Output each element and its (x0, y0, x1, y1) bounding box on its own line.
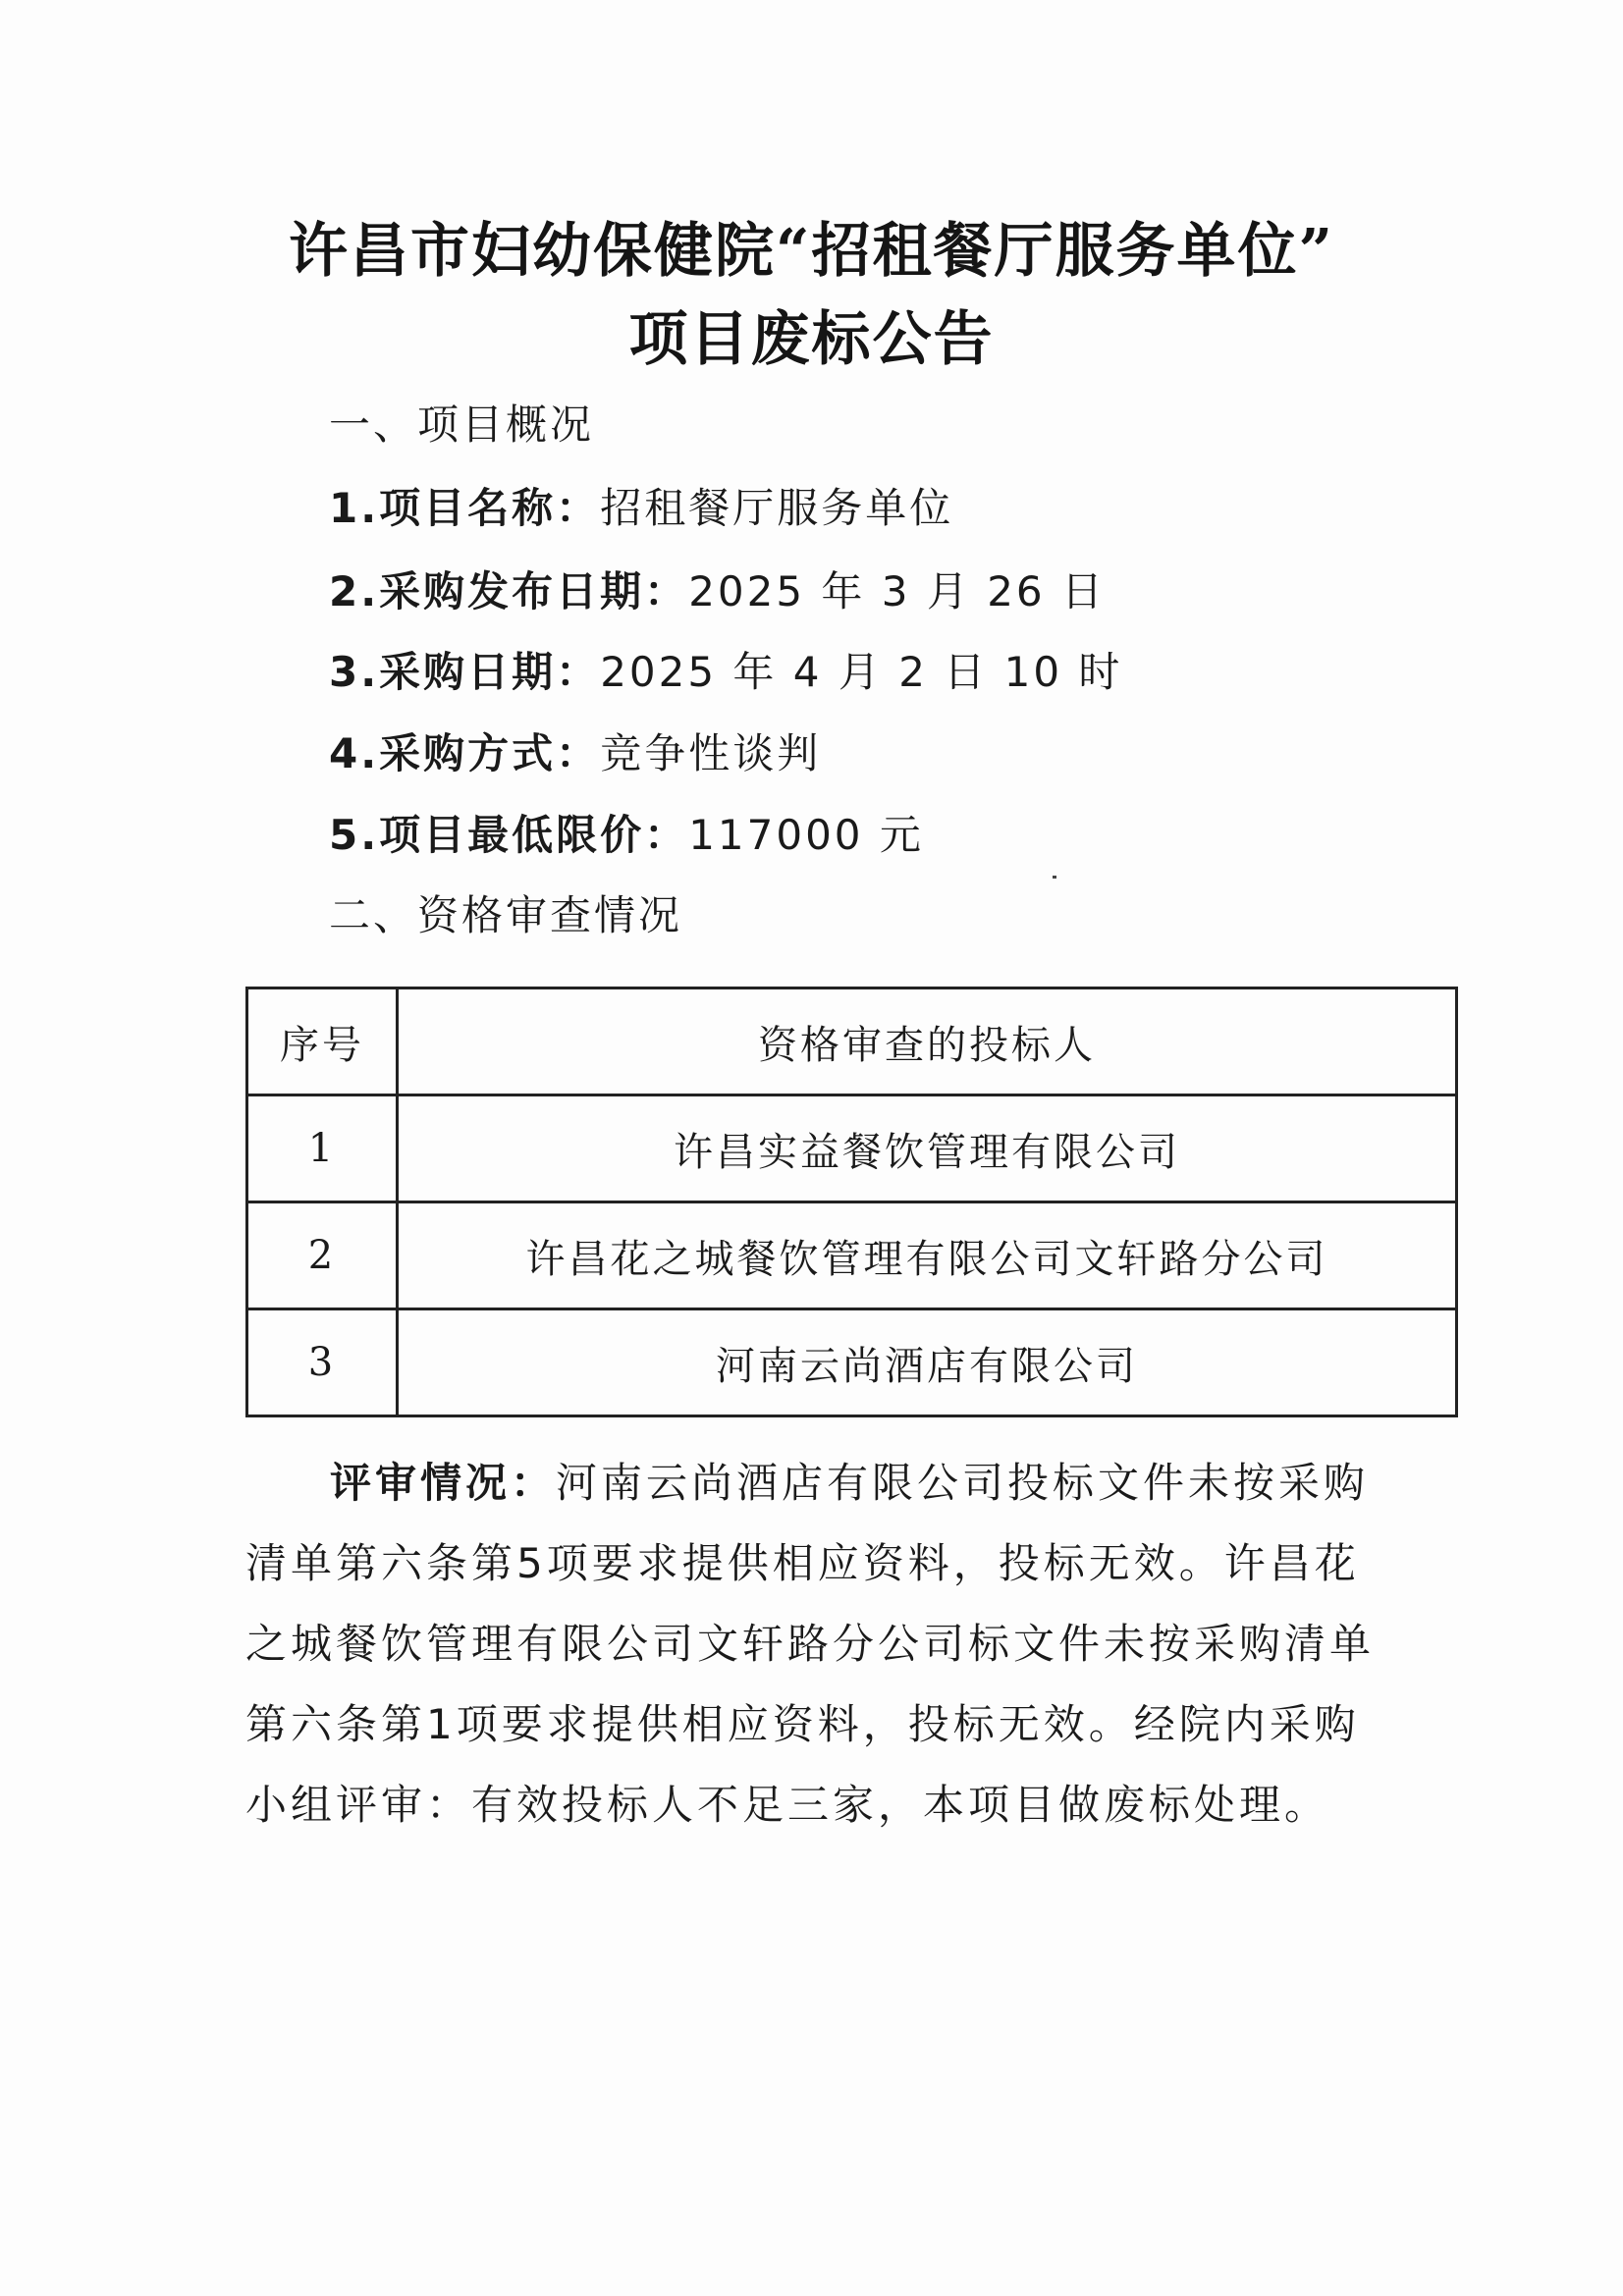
project-name-item (329, 476, 953, 535)
scan-speck (1053, 876, 1056, 879)
procurement-method-label: 4.采购方式： (329, 729, 601, 777)
qualification-table (245, 987, 1458, 1417)
procurement-method-value: 竞争性谈判 (600, 729, 822, 777)
row-bidder-name: 许昌花之城餐饮管理有限公司文轩路分公司 (398, 1202, 1457, 1309)
row-serial-number: 1 (247, 1095, 398, 1202)
publish-date-value: 2025 年 3 月 26 日 (688, 567, 1106, 615)
procurement-date-item (329, 640, 1122, 699)
table-row (247, 1095, 1457, 1202)
publish-date-item (329, 560, 1106, 618)
review-label: 评审情况： (330, 1459, 557, 1507)
procurement-date-value: 2025 年 4 月 2 日 10 时 (600, 648, 1123, 696)
minimum-price-value: 117000 元 (688, 811, 924, 859)
table-row (247, 1309, 1457, 1416)
publish-date-label: 2.采购发布日期： (329, 567, 689, 615)
procurement-date-label: 3.采购日期： (329, 648, 601, 696)
document-title-line-2: 项目废标公告 (628, 305, 995, 374)
project-name-label: 1.项目名称： (329, 484, 601, 532)
header-bidder: 资格审查的投标人 (398, 988, 1457, 1095)
row-bidder-name: 河南云尚酒店有限公司 (398, 1309, 1457, 1416)
document-title-line-1: 许昌市妇幼保健院“招租餐厅服务单位” (288, 217, 1335, 286)
section-heading-qualification-review: 二、资格审查情况 (329, 891, 683, 939)
review-paragraph (245, 1443, 1384, 1845)
table-header-row (247, 988, 1457, 1095)
minimum-price-label: 5.项目最低限价： (329, 811, 689, 859)
table-row (247, 1202, 1457, 1309)
row-serial-number: 3 (247, 1309, 398, 1416)
row-bidder-name: 许昌实益餐饮管理有限公司 (398, 1095, 1457, 1202)
procurement-method-item (329, 721, 821, 780)
header-serial-number: 序号 (247, 988, 398, 1095)
project-name-value: 招租餐厅服务单位 (600, 484, 954, 532)
minimum-price-item (329, 803, 924, 862)
section-heading-project-overview: 一、项目概况 (329, 400, 595, 449)
review-text: 河南云尚酒店有限公司投标文件未按采购清单第六条第5项要求提供相应资料，投标无效。许昌花之城餐饮管理有限公司文轩路分公司标文件未按采购清单第六条第1项要求提供相应资料，投标无效。经院内采购小组评审：有效投标人不足三家，本项目做废标处理。 (245, 1459, 1376, 1829)
row-serial-number: 2 (247, 1202, 398, 1309)
